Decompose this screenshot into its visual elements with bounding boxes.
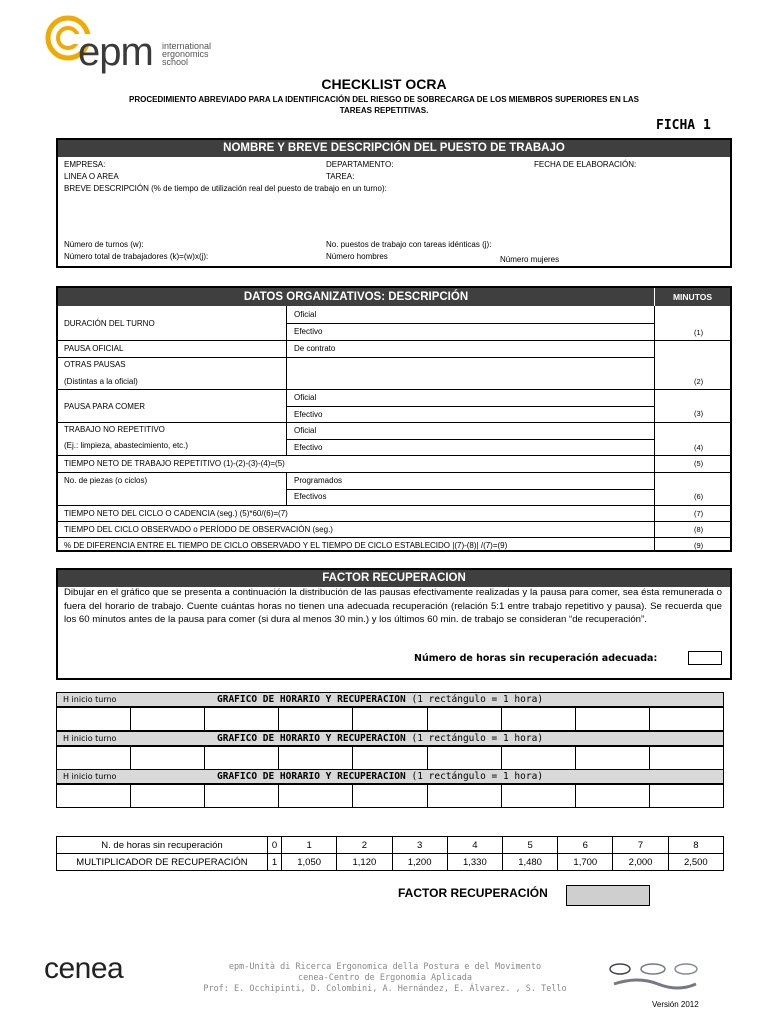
table-cell: 7	[613, 837, 668, 854]
table-cell: 2,000	[613, 854, 668, 871]
grafico-row[interactable]	[56, 784, 724, 808]
table-cell: 2	[337, 837, 392, 854]
epm-logo: epm	[78, 30, 153, 74]
factor-recuperacion-label: FACTOR RECUPERACIÓN	[398, 886, 548, 900]
table-cell: 1,700	[558, 854, 613, 871]
table-cell: 1,120	[337, 854, 392, 871]
departamento-field[interactable]: DEPARTAMENTO:	[326, 160, 394, 169]
ref-number: (6)	[694, 492, 704, 501]
page-subtitle: PROCEDIMIENTO ABREVIADO PARA LA IDENTIFICACIÓN DEL RIESGO DE SOBRECARGA DE LOS MIEMBROS SUPERIORES EN LAS TAREAS REPETITIVAS.	[129, 95, 639, 115]
organizativos-header: DATOS ORGANIZATIVOS: DESCRIPCIÓN	[58, 288, 654, 306]
grafico-section	[56, 692, 724, 808]
programados-field[interactable]: Programados	[294, 476, 343, 485]
puesto-header: NOMBRE Y BREVE DESCRIPCIÓN DEL PUESTO DE TRABAJO	[58, 140, 730, 157]
table-row	[57, 854, 724, 871]
grafico-title: GRAFICO DE HORARIO Y RECUPERACION (1 rectángulo = 1 hora)	[217, 771, 544, 782]
diferencia-label: % DE DIFERENCIA ENTRE EL TIEMPO DE CICLO OBSERVADO Y EL TIEMPO DE CICLO ESTABLECIDO |(7)-(8)| /(7)=(9)	[64, 541, 508, 550]
factor-recuperacion-input[interactable]	[566, 885, 650, 906]
linea-field[interactable]: LINEA O AREA	[64, 172, 119, 181]
cenea-logo: cenea	[44, 952, 124, 985]
multiplicador-table	[56, 836, 724, 871]
ficha-label: FICHA 1	[656, 118, 711, 133]
h-inicio-label: H inicio turno	[63, 695, 117, 704]
table-cell: 8	[668, 837, 723, 854]
table-row	[57, 837, 724, 854]
comer-oficial-field[interactable]: Oficial	[294, 393, 317, 402]
grafico-row[interactable]	[56, 746, 724, 770]
horas-row-label: N. de horas sin recuperación	[57, 837, 268, 854]
distintas-label: (Distintas a la oficial)	[64, 377, 138, 386]
footer-credits: epm-Unità di Ricerca Ergonomica della Postura e del Movimento cenea-Centro de Ergonomia Aplicada Prof: E. Occhipinti, D. Colombini, A. Hernández, E. Álvarez. , S. Tello	[203, 962, 567, 994]
minutos-header: MINUTOS	[654, 288, 730, 306]
puestos-identicos-field[interactable]: No. puestos de trabajo con tareas idénticas (j):	[326, 240, 492, 249]
de-contrato-field[interactable]: De contrato	[294, 344, 336, 353]
table-cell: 3	[392, 837, 447, 854]
footer-logos-icon	[608, 962, 700, 992]
grafico-title: GRAFICO DE HORARIO Y RECUPERACION (1 rectángulo = 1 hora)	[217, 694, 544, 705]
table-cell: 1,480	[502, 854, 557, 871]
page-title: CHECKLIST OCRA	[321, 76, 447, 92]
tarea-field[interactable]: TAREA:	[326, 172, 355, 181]
ref-number: (4)	[694, 443, 704, 452]
table-cell: 0	[268, 837, 282, 854]
multiplicador-row-label: MULTIPLICADOR DE RECUPERACIÓN	[57, 854, 268, 871]
epm-logo-subtitle: international ergonomics school	[162, 41, 212, 67]
duracion-efectivo-field[interactable]: Efectivo	[294, 327, 323, 336]
table-cell: 2,500	[668, 854, 723, 871]
fecha-field[interactable]: FECHA DE ELABORACIÓN:	[534, 160, 637, 169]
ref-number: (7)	[694, 509, 704, 518]
ref-number: (9)	[694, 541, 704, 550]
mujeres-field[interactable]: Número mujeres	[500, 255, 560, 264]
duracion-label: DURACIÓN DEL TURNO	[64, 319, 155, 328]
empresa-field[interactable]: EMPRESA:	[64, 160, 106, 169]
recuperacion-header: FACTOR RECUPERACION	[58, 570, 730, 587]
horas-input[interactable]	[688, 651, 722, 665]
ref-number: (1)	[694, 328, 704, 337]
table-cell: 1,050	[282, 854, 337, 871]
ej-label: (Ej.: limpieza, abastecimiento, etc.)	[64, 441, 189, 450]
grafico-header	[56, 769, 724, 784]
duracion-oficial-field[interactable]: Oficial	[294, 310, 317, 319]
table-cell: 1,200	[392, 854, 447, 871]
ref-number: (8)	[694, 525, 704, 534]
grafico-title: GRAFICO DE HORARIO Y RECUPERACION (1 rectángulo = 1 hora)	[217, 733, 544, 744]
pausa-comer-label: PAUSA PARA COMER	[64, 402, 146, 411]
puesto-section	[56, 138, 732, 268]
table-cell: 1	[282, 837, 337, 854]
no-repetitivo-label: TRABAJO NO REPETITIVO	[64, 425, 165, 434]
h-inicio-label: H inicio turno	[63, 772, 117, 781]
ref-number: (5)	[694, 459, 704, 468]
horas-label: Número de horas sin recuperación adecuada:	[414, 653, 658, 664]
efectivos-field[interactable]: Efectivos	[294, 492, 327, 501]
table-cell: 4	[447, 837, 502, 854]
otras-pausas-label: OTRAS PAUSAS	[64, 360, 126, 369]
hombres-field[interactable]: Número hombres	[326, 252, 388, 261]
table-cell: 1	[268, 854, 282, 871]
turnos-field[interactable]: Número de turnos (w):	[64, 240, 144, 249]
ciclo-cadencia-label: TIEMPO NETO DEL CICLO O CADENCIA (seg.) (5)*60/(6)=(7)	[64, 509, 288, 518]
ciclo-observado-label: TIEMPO DEL CICLO OBSERVADO o PERÍODO DE OBSERVACIÓN (seg.)	[64, 525, 333, 534]
tiempo-neto-label: TIEMPO NETO DE TRABAJO REPETITIVO (1)-(2)-(3)-(4)=(5)	[64, 459, 285, 468]
h-inicio-label: H inicio turno	[63, 734, 117, 743]
ref-number: (2)	[694, 377, 704, 386]
grafico-header	[56, 692, 724, 707]
recuperacion-instructions: Dibujar en el gráfico que se presenta a continuación la distribución de las pausas efectivamente realizadas y la pausa para comer, sea ésta remunerada o fuera del horario de trabajo. Cuente cuántas horas no tienen una adecuada recuperación (relación 5:1 entre trabajo repetitivo y pausa). Se recuerda que los 60 minutos antes de la pausa para comer (si dura al menos 30 min.) y los últimos 60 min. de trabajo se consideran “de recuperación”.	[64, 587, 722, 625]
total-trabajadores-field[interactable]: Número total de trabajadores (k)=(w)x(j):	[64, 252, 209, 261]
comer-efectivo-field[interactable]: Efectivo	[294, 410, 323, 419]
norep-oficial-field[interactable]: Oficial	[294, 426, 317, 435]
grafico-row[interactable]	[56, 707, 724, 731]
pausa-oficial-label: PAUSA OFICIAL	[64, 344, 124, 353]
grafico-header	[56, 731, 724, 746]
descripcion-field[interactable]: BREVE DESCRIPCIÓN (% de tiempo de utilización real del puesto de trabajo en un turno):	[64, 184, 387, 193]
table-cell: 1,330	[447, 854, 502, 871]
table-cell: 5	[502, 837, 557, 854]
norep-efectivo-field[interactable]: Efectivo	[294, 443, 323, 452]
table-cell: 6	[558, 837, 613, 854]
ref-number: (3)	[694, 409, 704, 418]
version-label: Versión 2012	[652, 1000, 699, 1009]
piezas-label: No. de piezas (o ciclos)	[64, 476, 148, 485]
organizativos-section	[56, 286, 732, 552]
